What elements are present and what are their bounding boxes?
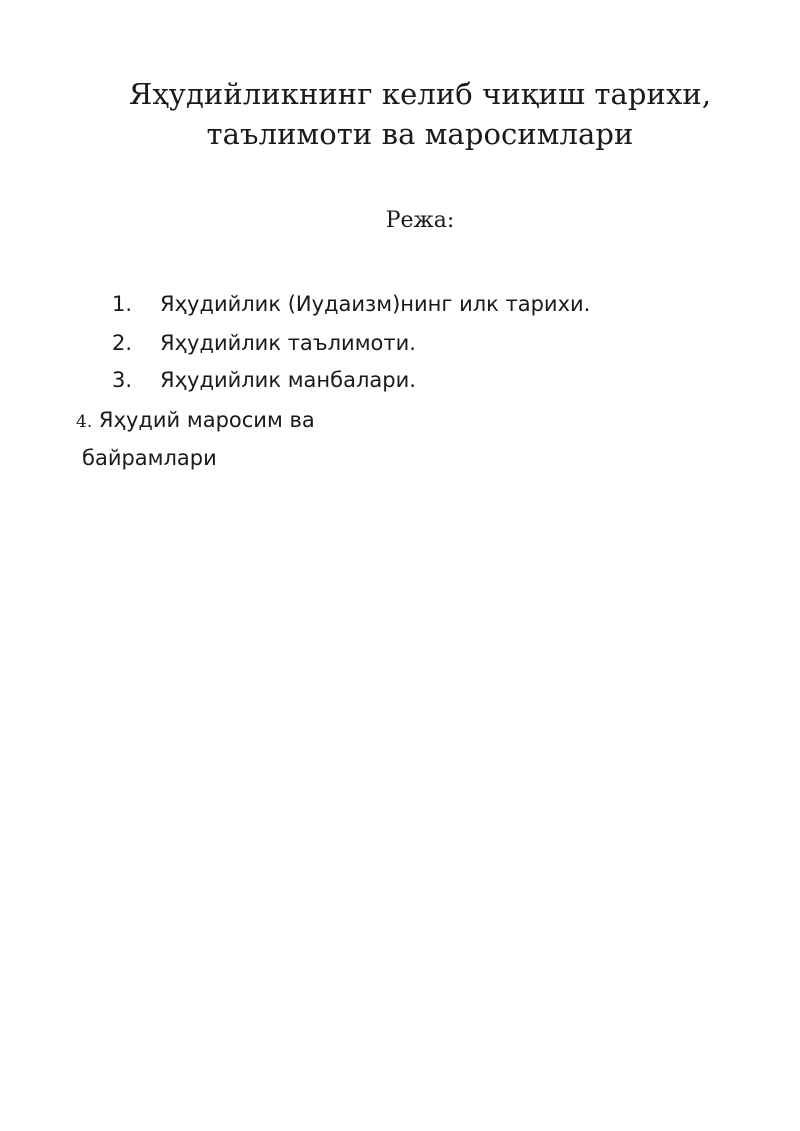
plan-heading: Режа: xyxy=(385,208,455,233)
document-title xyxy=(40,74,800,154)
plan-item-number: 3. xyxy=(112,368,133,392)
plan-item-number: 2. xyxy=(112,331,133,355)
plan-item-text: Яҳудийлик (Иудаизм)нинг илк тарихи. xyxy=(160,292,591,316)
plan-item-number: 1. xyxy=(112,292,133,316)
plan-item-text: Яҳудийлик таълимоти. xyxy=(160,331,416,355)
plan-item-text-line-1: Яҳудий маросим ва xyxy=(98,408,315,432)
plan-item-number: 4. xyxy=(76,412,93,432)
title-line-2: таълимоти ва маросимлари xyxy=(206,117,634,151)
plan-item-4 xyxy=(76,402,376,476)
plan-item-text-line-2: байрамлари xyxy=(82,446,217,470)
plan-item-text: Яҳудийлик манбалари. xyxy=(160,368,416,392)
title-line-1: Яҳудийликнинг келиб чиқиш тарихи, xyxy=(128,77,712,111)
